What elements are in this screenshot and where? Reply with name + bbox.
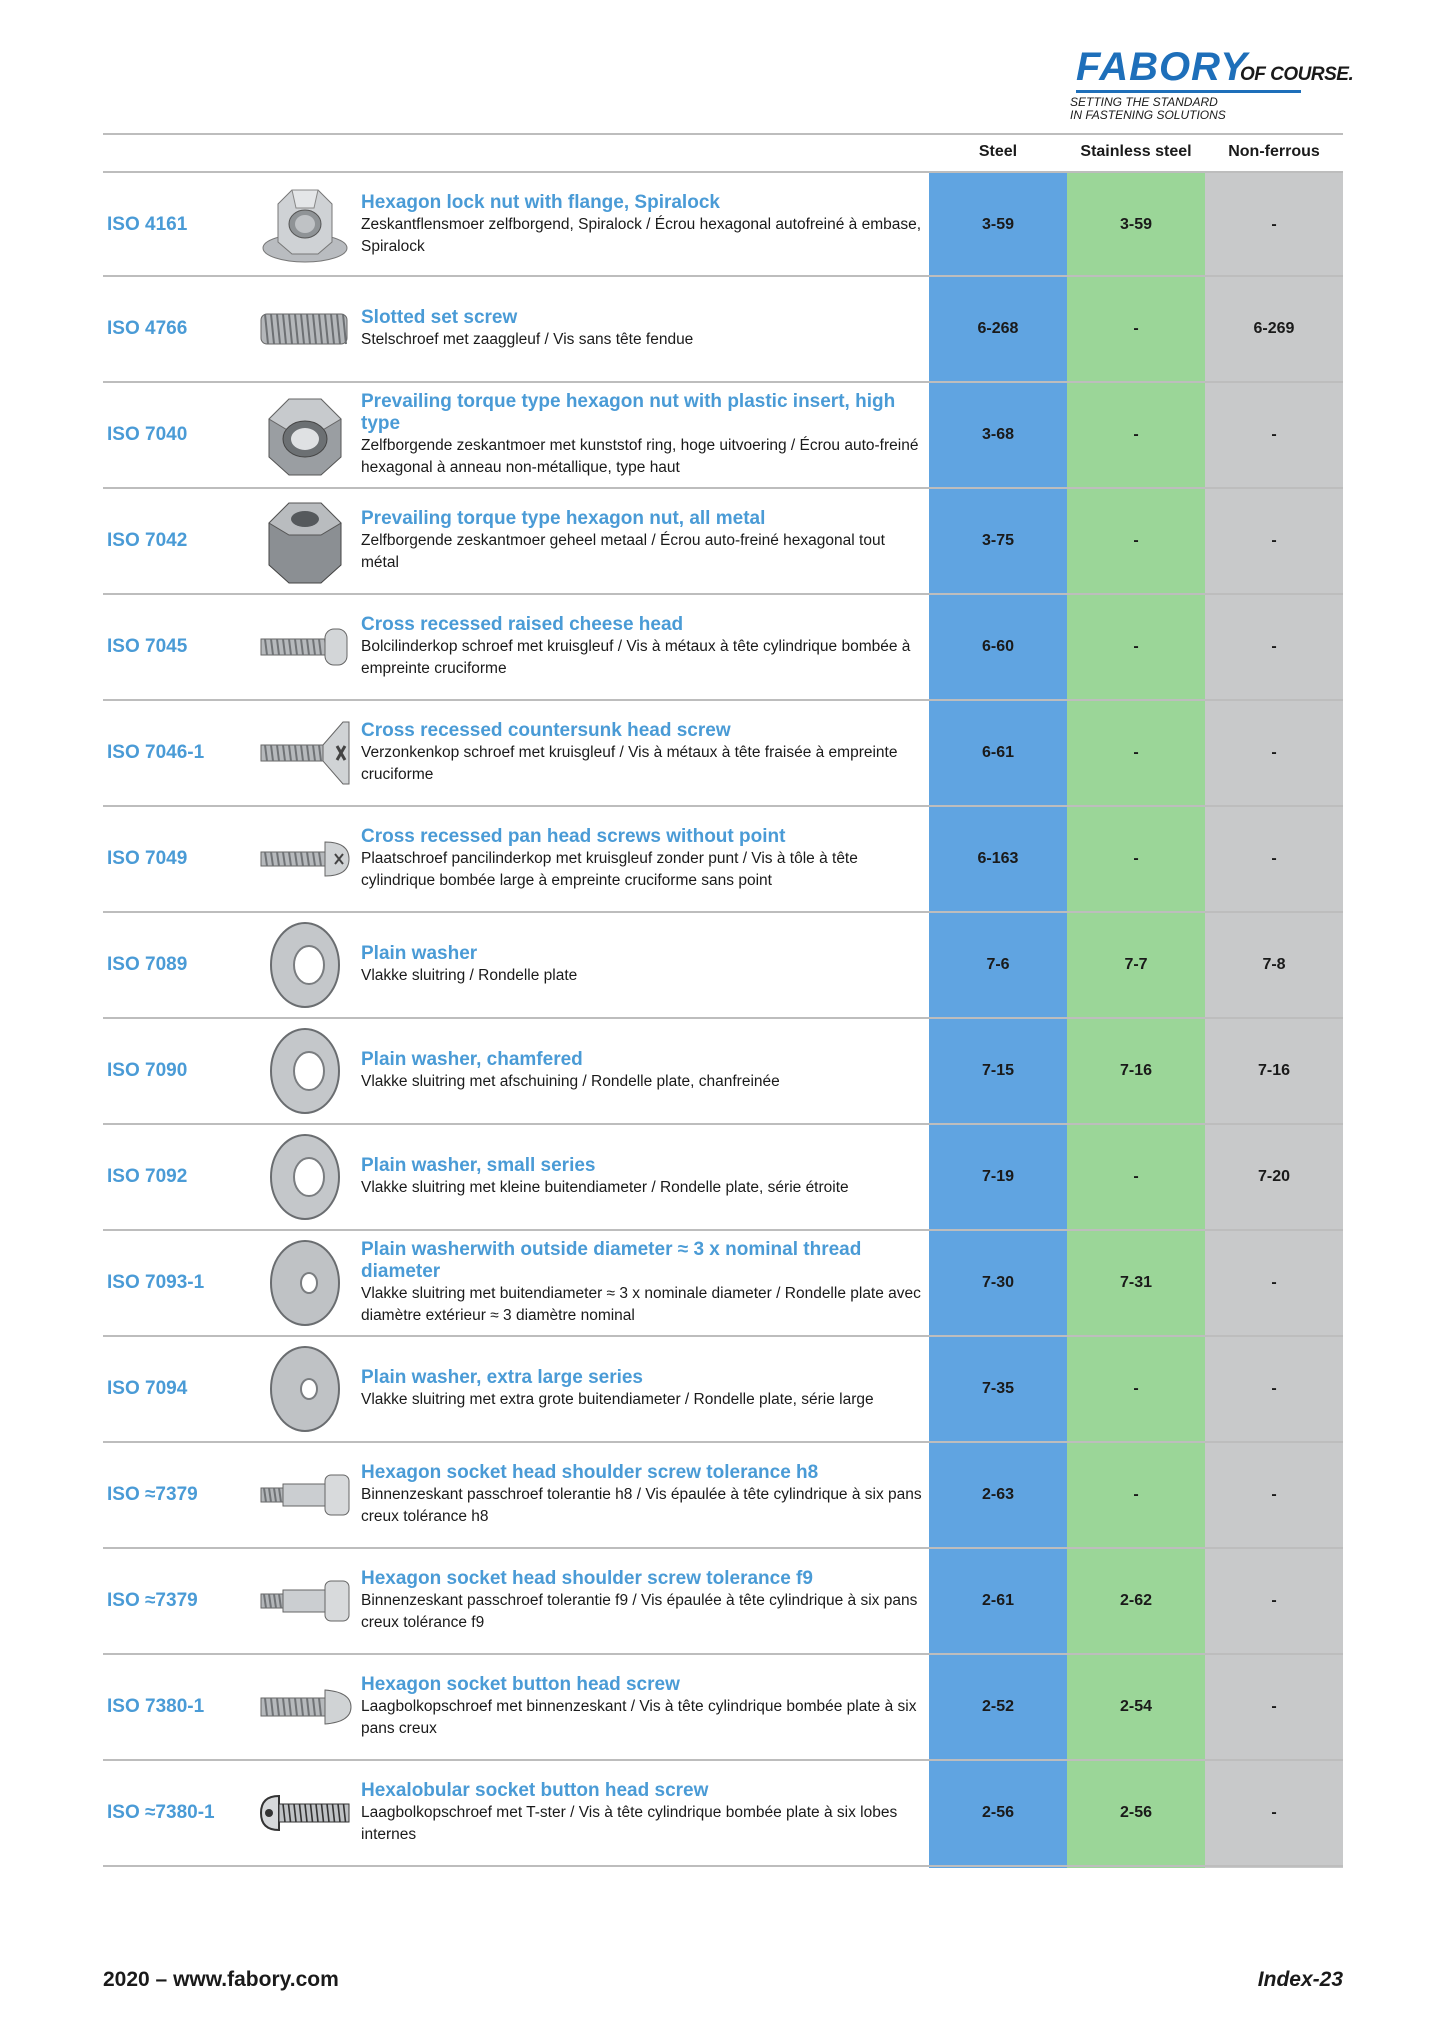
product-description (361, 1655, 925, 1759)
product-description (361, 489, 925, 593)
large-washer-icon (255, 1345, 355, 1433)
pan-head-screw-icon (255, 815, 355, 903)
table-row (103, 1655, 1343, 1761)
stainless-page-ref[interactable]: - (1133, 320, 1139, 337)
nonferrous-page-ref[interactable]: - (1271, 1486, 1277, 1503)
table-row (103, 1337, 1343, 1443)
product-translation: Verzonkenkop schroef met kruisgleuf / Vis à métaux à tête fraisée à empreinte cruciforme (361, 744, 898, 783)
table-row (103, 1231, 1343, 1337)
nonferrous-page-ref[interactable]: 7-20 (1257, 1168, 1291, 1185)
table-row (103, 1761, 1343, 1867)
nonferrous-page-ref[interactable]: - (1271, 1592, 1277, 1609)
iso-code[interactable]: ISO ≈7379 (107, 1484, 198, 1505)
steel-page-ref[interactable]: 2-56 (981, 1804, 1015, 1821)
stainless-page-ref[interactable]: - (1133, 850, 1139, 867)
table-row (103, 1019, 1343, 1125)
product-title[interactable]: Hexagon lock nut with flange, Spiralock (361, 192, 720, 213)
product-translation: Binnenzeskant passchroef tolerantie h8 / Vis épaulée à tête cylindrique à six pans creux tolérance h8 (361, 1486, 922, 1525)
nylon-insert-nut-icon (255, 391, 355, 479)
table-row (103, 1443, 1343, 1549)
table-row (103, 277, 1343, 383)
nonferrous-page-ref[interactable]: - (1271, 216, 1277, 233)
logo-tagline (1070, 96, 1226, 122)
nonferrous-page-ref[interactable]: - (1271, 1274, 1277, 1291)
nonferrous-page-ref[interactable]: - (1271, 638, 1277, 655)
footer-website[interactable]: 2020 – www.fabory.com (103, 1968, 339, 1991)
product-description (361, 807, 925, 911)
product-title[interactable]: Hexalobular socket button head screw (361, 1780, 709, 1801)
steel-page-ref[interactable]: 7-15 (981, 1062, 1015, 1079)
steel-page-ref[interactable]: 2-52 (981, 1698, 1015, 1715)
table-row (103, 701, 1343, 807)
product-title[interactable]: Slotted set screw (361, 307, 518, 328)
product-description (361, 1231, 925, 1335)
stainless-page-ref[interactable]: - (1133, 426, 1139, 443)
stainless-page-ref[interactable]: - (1133, 1486, 1139, 1503)
product-translation: Zeskantflensmoer zelfborgend, Spiralock / Écrou hexagonal autofreiné à embase, Spiralock (361, 216, 922, 255)
iso-code[interactable]: ISO 7042 (107, 530, 188, 551)
steel-page-ref[interactable]: 3-68 (981, 426, 1015, 443)
iso-code[interactable]: ISO 7090 (107, 1060, 188, 1081)
stainless-page-ref[interactable]: - (1133, 1380, 1139, 1397)
product-title[interactable]: Plain washer, extra large series (361, 1367, 644, 1388)
product-description (361, 1549, 925, 1653)
flange-lock-nut-icon (255, 181, 355, 269)
iso-code[interactable]: ISO 4161 (107, 214, 188, 235)
nonferrous-page-ref[interactable]: - (1271, 744, 1277, 761)
product-translation: Binnenzeskant passchroef tolerantie f9 / Vis épaulée à tête cylindrique à six pans creux tolérance f9 (361, 1592, 918, 1631)
stainless-page-ref[interactable]: - (1133, 744, 1139, 761)
product-translation: Vlakke sluitring met buitendiameter ≈ 3 x nominale diameter / Rondelle plate avec diamètre extérieur ≈ 3 diamètre nominal (361, 1285, 921, 1324)
table-row (103, 913, 1343, 1019)
nonferrous-page-ref[interactable]: - (1271, 426, 1277, 443)
product-description (361, 701, 925, 805)
stainless-page-ref[interactable]: 7-16 (1119, 1062, 1153, 1079)
nonferrous-page-ref[interactable]: 7-16 (1257, 1062, 1291, 1079)
stainless-page-ref[interactable]: 7-7 (1124, 956, 1148, 973)
product-table (103, 171, 1343, 1867)
iso-code[interactable]: ISO 4766 (107, 318, 188, 339)
steel-page-ref[interactable]: 6-60 (981, 638, 1015, 655)
product-description (361, 383, 925, 487)
column-header-nonferrous: Non-ferrous (1228, 143, 1320, 160)
iso-code[interactable]: ISO ≈7379 (107, 1590, 198, 1611)
product-title[interactable]: Cross recessed raised cheese head (361, 614, 684, 635)
stainless-page-ref[interactable]: - (1133, 532, 1139, 549)
product-translation: Bolcilinderkop schroef met kruisgleuf / Vis à métaux à tête cylindrique bombée à empreinte cruciforme (361, 638, 911, 677)
steel-page-ref[interactable]: 3-59 (981, 216, 1015, 233)
all-metal-lock-nut-icon (255, 497, 355, 585)
table-row (103, 595, 1343, 701)
nonferrous-page-ref[interactable]: - (1271, 532, 1277, 549)
product-title[interactable]: Plain washerwith outside diameter ≈ 3 x nominal thread diameter (361, 1239, 862, 1282)
logo-suffix: OF COURSE. (1240, 64, 1354, 85)
column-header-stainless: Stainless steel (1080, 143, 1192, 160)
product-translation: Plaatschroef pancilinderkop met kruisgleuf zonder punt / Vis à tôle à tête cylindrique bombée large à empreinte cruciforme sans point (361, 850, 858, 889)
iso-code[interactable]: ISO ≈7380-1 (107, 1802, 215, 1823)
steel-page-ref[interactable]: 7-30 (981, 1274, 1015, 1291)
product-translation: Vlakke sluitring met extra grote buitendiameter / Rondelle plate, série large (361, 1391, 874, 1408)
column-header-steel: Steel (978, 143, 1018, 160)
table-row (103, 383, 1343, 489)
steel-page-ref[interactable]: 6-268 (977, 320, 1019, 337)
iso-code[interactable]: ISO 7094 (107, 1378, 188, 1399)
steel-page-ref[interactable]: 2-61 (981, 1592, 1015, 1609)
iso-code[interactable]: ISO 7093-1 (107, 1272, 205, 1293)
shoulder-screw-icon (255, 1557, 355, 1645)
product-translation: Vlakke sluitring met kleine buitendiameter / Rondelle plate, série étroite (361, 1179, 849, 1196)
product-title[interactable]: Prevailing torque type hexagon nut with plastic insert, high type (361, 391, 896, 434)
product-description (361, 913, 925, 1017)
stainless-page-ref[interactable]: 2-62 (1119, 1592, 1153, 1609)
iso-code[interactable]: ISO 7046-1 (107, 742, 205, 763)
product-description (361, 1019, 925, 1123)
nonferrous-page-ref[interactable]: - (1271, 1698, 1277, 1715)
iso-code[interactable]: ISO 7040 (107, 424, 188, 445)
steel-page-ref[interactable]: 6-61 (981, 744, 1015, 761)
washer-icon (255, 921, 355, 1009)
product-description (361, 1443, 925, 1547)
product-title[interactable]: Cross recessed countersunk head screw (361, 720, 731, 741)
set-screw-icon (255, 285, 355, 373)
stainless-page-ref[interactable]: - (1133, 1168, 1139, 1185)
washer-icon (255, 1133, 355, 1221)
product-title[interactable]: Hexagon socket button head screw (361, 1674, 680, 1695)
logo-brand: FABORY (1076, 45, 1248, 89)
product-description (361, 1761, 925, 1865)
product-translation: Vlakke sluitring met afschuining / Rondelle plate, chanfreinée (361, 1073, 780, 1090)
table-row (103, 171, 1343, 277)
table-row (103, 489, 1343, 595)
steel-page-ref[interactable]: 6-163 (977, 850, 1019, 867)
product-title[interactable]: Cross recessed pan head screws without point (361, 826, 786, 847)
steel-page-ref[interactable]: 7-6 (986, 956, 1010, 973)
countersunk-screw-icon (255, 709, 355, 797)
product-title[interactable]: Hexagon socket head shoulder screw tolerance f9 (361, 1568, 813, 1589)
stainless-page-ref[interactable]: 2-56 (1119, 1804, 1153, 1821)
fabory-logo (1064, 44, 1354, 124)
product-description (361, 1337, 925, 1441)
button-head-screw-icon (255, 1663, 355, 1751)
product-title[interactable]: Plain washer, small series (361, 1155, 596, 1176)
product-description (361, 277, 925, 381)
product-title[interactable]: Plain washer, chamfered (361, 1049, 583, 1070)
product-translation: Stelschroef met zaaggleuf / Vis sans tête fendue (361, 331, 694, 348)
stainless-page-ref[interactable]: 7-31 (1119, 1274, 1153, 1291)
nonferrous-page-ref[interactable]: 6-269 (1253, 320, 1295, 337)
product-title[interactable]: Hexagon socket head shoulder screw tolerance h8 (361, 1462, 819, 1483)
product-title[interactable]: Prevailing torque type hexagon nut, all metal (361, 508, 766, 529)
table-row (103, 807, 1343, 913)
logo-tagline-line-1: SETTING THE STANDARD (1070, 95, 1218, 109)
product-translation: Zelfborgende zeskantmoer met kunststof ring, hoge uitvoering / Écrou auto-freiné hexagonal à anneau non-métallique, type haut (361, 437, 919, 476)
product-translation: Laagbolkopschroef met T-ster / Vis à tête cylindrique bombée plate à six lobes internes (361, 1804, 898, 1843)
header-rule (103, 133, 1343, 135)
table-row (103, 1125, 1343, 1231)
shoulder-screw-icon (255, 1451, 355, 1539)
product-description (361, 1125, 925, 1229)
iso-code[interactable]: ISO 7092 (107, 1166, 188, 1187)
steel-page-ref[interactable]: 3-75 (981, 532, 1015, 549)
logo-tagline-line-2: IN FASTENING SOLUTIONS (1070, 108, 1226, 122)
nonferrous-page-ref[interactable]: 7-8 (1262, 956, 1286, 973)
stainless-page-ref[interactable]: 3-59 (1119, 216, 1153, 233)
iso-code[interactable]: ISO 7380-1 (107, 1696, 205, 1717)
iso-code[interactable]: ISO 7049 (107, 848, 188, 869)
stainless-page-ref[interactable]: - (1133, 638, 1139, 655)
cheese-head-screw-icon (255, 603, 355, 691)
product-translation: Vlakke sluitring / Rondelle plate (361, 967, 578, 984)
nonferrous-page-ref[interactable]: - (1271, 1380, 1277, 1397)
nonferrous-page-ref[interactable]: - (1271, 1804, 1277, 1821)
page-number: Index-23 (1257, 1968, 1343, 1991)
hexalobular-button-screw-icon (255, 1769, 355, 1857)
steel-page-ref[interactable]: 7-19 (981, 1168, 1015, 1185)
product-description (361, 595, 925, 699)
large-washer-icon (255, 1239, 355, 1327)
washer-icon (255, 1027, 355, 1115)
steel-page-ref[interactable]: 2-63 (981, 1486, 1015, 1503)
product-translation: Zelfborgende zeskantmoer geheel metaal / Écrou auto-freiné hexagonal tout métal (361, 532, 885, 571)
iso-code[interactable]: ISO 7045 (107, 636, 188, 657)
product-description (361, 173, 925, 277)
product-title[interactable]: Plain washer (361, 943, 478, 964)
stainless-page-ref[interactable]: 2-54 (1119, 1698, 1153, 1715)
product-translation: Laagbolkopschroef met binnenzeskant / Vis à tête cylindrique bombée plate à six pans creux (361, 1698, 917, 1737)
table-row (103, 1549, 1343, 1655)
iso-code[interactable]: ISO 7089 (107, 954, 188, 975)
logo-rule (1076, 90, 1301, 93)
nonferrous-page-ref[interactable]: - (1271, 850, 1277, 867)
steel-page-ref[interactable]: 7-35 (981, 1380, 1015, 1397)
